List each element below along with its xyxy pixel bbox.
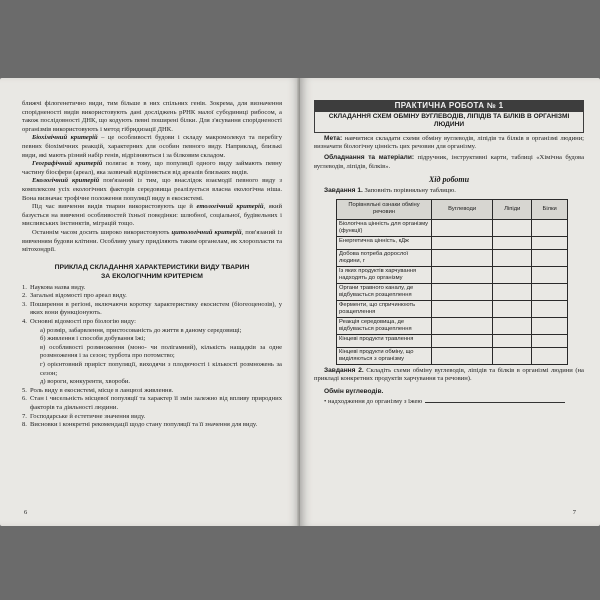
list-item-text: Стан і чисельність місцевої популяції та характер її змін залежно від впливу природних факторів та діяльності людини. <box>30 395 282 411</box>
equipment-label: Обладнання та матеріали: <box>324 154 415 161</box>
list-item <box>22 421 282 430</box>
criteria-list <box>22 284 282 430</box>
equipment-text: підручник, інструктивні карти, таблиці «Хімічна будова вуглеводів, ліпідів, білків». <box>314 154 584 170</box>
list-item-text: Наукова назва виду. <box>30 283 86 291</box>
equipment-paragraph <box>314 154 584 171</box>
example-title-line-2: ЗА ЕКОЛОГІЧНИМ КРИТЕРІЄМ <box>101 272 203 280</box>
biochem-text: – це особливості будови і складу макромолекул та перебігу певних біохімічних реакцій, характерних для особин певного виду. Наприклад, близькі види, які мають різний набір генів, відрізняються і за білковим складом. <box>22 134 282 159</box>
example-title-line-1: ПРИКЛАД СКЛАДАННЯ ХАРАКТЕРИСТИКИ ВИДУ ТВАРИН <box>54 263 250 271</box>
answer-line[interactable] <box>425 397 565 403</box>
practical-work-subtitle: СКЛАДАННЯ СХЕМ ОБМІНУ ВУГЛЕВОДІВ, ЛІПІДІВ ТА БІЛКІВ В ОРГАНІЗМІ ЛЮДИНИ <box>314 112 584 133</box>
geo-text: полягає в тому, що популяції одного виду займають певну частину біосфери (ареал), яка зазвичай відрізняється від ареалів близьких видів. <box>22 160 282 176</box>
table-row <box>337 300 568 317</box>
table-cell-empty[interactable] <box>493 219 532 236</box>
table-cell-empty[interactable] <box>532 283 568 300</box>
cyto-paragraph <box>22 229 282 255</box>
page-number-left: 6 <box>24 509 28 516</box>
list-item <box>22 301 282 318</box>
table-row-label: Добова потреба дорослої людини, г <box>337 249 432 266</box>
task1-text: Заповніть порівняльну таблицю. <box>362 187 456 195</box>
list-item-text: Поширення в регіоні, включаючи коротку характеристику екосистем (біогеоценозів), у яких вони функціонують. <box>30 300 282 317</box>
eco-paragraph <box>22 177 282 203</box>
table-row <box>337 334 568 347</box>
practical-work-banner: ПРАКТИЧНА РОБОТА № 1 <box>314 100 584 112</box>
task2-text: Складіть схеми обміну вуглеводів, ліпідів та білків в організмі людини (на прикладі конкретних продуктів харчування та речовин). <box>314 366 584 383</box>
list-item <box>22 413 282 422</box>
cyto-term: цитологічний критерій <box>171 228 242 236</box>
etho-text: , який базується на вивченні особливостей їхньої поведінки: шлюбної, соціальної, будівельних і мисливських інстинктів, міграцій тощо. <box>22 203 282 228</box>
table-cell-empty[interactable] <box>432 347 493 364</box>
table-header-cell: Білки <box>532 199 568 219</box>
page-number-right: 7 <box>572 509 576 516</box>
comparison-table <box>336 199 568 365</box>
list-item-number: 3. <box>22 300 27 308</box>
table-row-label: Органи травного каналу, де відбувається розщеплення <box>337 283 432 300</box>
table-cell-empty[interactable] <box>493 300 532 317</box>
task1-label: Завдання 1. <box>324 187 363 195</box>
sublist-item: а) розмір, забарвлення, пристосованість до життя в даному середовищі; <box>40 326 242 334</box>
list-item-number: 5. <box>22 386 27 394</box>
table-row-label: Біологічна цінність для організму (функції) <box>337 219 432 236</box>
cyto-text: , пов'язаний із вивченням будови клітини. Особливу увагу приділяють таким органелам, як хлоропласти та мітохондрії. <box>22 228 282 254</box>
table-cell-empty[interactable] <box>532 236 568 249</box>
table-row <box>337 317 568 334</box>
etho-paragraph <box>22 203 282 229</box>
list-item-text: Загальні відомості про ареал виду. <box>30 292 127 300</box>
table-row <box>337 347 568 364</box>
list-item-number: 1. <box>22 283 27 291</box>
sublist-item: д) вороги, конкуренти, хвороби. <box>40 378 131 386</box>
geo-paragraph <box>22 160 282 177</box>
list-item <box>22 292 282 301</box>
example-title <box>22 263 282 281</box>
table-row <box>337 219 568 236</box>
list-item-text: Роль виду в екосистемі, місце в ланцюзі живлення. <box>30 386 174 394</box>
table-cell-empty[interactable] <box>532 300 568 317</box>
table-row-label: Енергетична цінність, кДж <box>337 236 432 249</box>
list-item <box>22 387 282 396</box>
biochem-term: Біохімічний критерій <box>32 134 98 142</box>
table-row <box>337 249 568 266</box>
left-page <box>0 78 300 526</box>
table-cell-empty[interactable] <box>532 266 568 283</box>
table-row <box>337 266 568 283</box>
list-item-text: Висновки і конкретні рекомендації щодо стану популяції та її значення для виду. <box>30 421 258 429</box>
table-header-cell: Порівняльні ознаки обміну речовин <box>337 199 432 219</box>
procedure-heading: Хід роботи <box>428 175 470 185</box>
sublist-item: в) особливості розмноження (моно- чи полігамний), кількість нащадків за одне розмноження і за сезон; турбота про потомство; <box>40 343 282 360</box>
geo-term: Географічний критерій <box>32 160 103 168</box>
list-item <box>22 284 282 293</box>
right-page-body <box>314 100 584 406</box>
table-cell-empty[interactable] <box>493 249 532 266</box>
right-page <box>300 78 600 526</box>
carbohydrate-exchange-heading: Обмін вуглеводів. <box>324 387 384 395</box>
eco-text: пов'язаний із тим, що внаслідок взаємодії певного виду з комплексом усіх екологічних факторів середовища реалізується власна екологічна ніша. Вона визначає трофічне положення популяції виду в екосистемі. <box>22 177 283 202</box>
left-page-body <box>22 100 282 430</box>
table-row-label: Кінцеві продукти травлення <box>337 334 432 347</box>
table-cell-empty[interactable] <box>532 219 568 236</box>
goal-label: Мета: <box>324 134 343 142</box>
table-row <box>337 283 568 300</box>
etho-term: етологічний критерій <box>196 203 264 211</box>
list-item-number: 6. <box>22 395 27 403</box>
table-header-row <box>337 199 568 219</box>
table-cell-empty[interactable] <box>493 283 532 300</box>
table-header-cell: Ліпіди <box>493 199 532 219</box>
table-cell-empty[interactable] <box>493 334 532 347</box>
table-row <box>337 236 568 249</box>
list-item-number: 2. <box>22 292 27 300</box>
cyto-pre: Останнім часом досить широко використовують <box>32 228 172 236</box>
table-row-label: Ферменти, що спричинюють розщеплення <box>337 300 432 317</box>
table-header-cell: Вуглеводи <box>432 199 493 219</box>
list-item-text: Господарське й естетичне значення виду. <box>30 412 146 420</box>
table-cell-empty[interactable] <box>432 300 493 317</box>
list-item-number: 8. <box>22 421 27 429</box>
sublist-item: б) живлення і способи добування їжі; <box>40 335 146 343</box>
goal-paragraph <box>314 135 584 152</box>
list-item <box>22 395 282 412</box>
table-cell-empty[interactable] <box>432 236 493 249</box>
table-cell-empty[interactable] <box>493 317 532 334</box>
table-cell-empty[interactable] <box>432 266 493 283</box>
task2-paragraph <box>314 367 584 384</box>
sublist-item: г) орієнтовний приріст популяції, виходячи з плодючості і кількості розмножень за сезон; <box>40 361 282 377</box>
bullet-item <box>314 397 584 407</box>
intro-paragraph: ближчі філогенетично види, тим більше в них спільних генів. Зокрема, для визначення спорідненості видів використовують дані досліджень рРНК малої субодиниці рибосом, а також послідовності ДНК, що кодують певні поширені білки. Для з'ясування спорідненості організмів використовують і метод гібридизації ДНК. <box>22 100 282 133</box>
table-cell-empty[interactable] <box>432 219 493 236</box>
table-cell-empty[interactable] <box>432 317 493 334</box>
table-cell-empty[interactable] <box>532 249 568 266</box>
task2-label: Завдання 2. <box>324 366 364 374</box>
table-row-label: Реакція середовища, де відбувається розщеплення <box>337 317 432 334</box>
table-cell-empty[interactable] <box>532 317 568 334</box>
table-row-label: Кінцеві продукти обміну, що виділяються з організму <box>337 347 432 364</box>
table-row-label: Із яких продуктів харчування надходять до організму <box>337 266 432 283</box>
table-cell-empty[interactable] <box>432 249 493 266</box>
table-cell-empty[interactable] <box>432 334 493 347</box>
table-cell-empty[interactable] <box>532 347 568 364</box>
task1-paragraph <box>314 187 584 196</box>
eco-term: Екологічний критерій <box>32 177 100 185</box>
table-cell-empty[interactable] <box>532 334 568 347</box>
goal-text: навчитися складати схеми обміну вуглеводів, ліпідів та білків в організмі людини; визначати біологічну цінність цих речовин для організму. <box>314 134 584 151</box>
biochem-paragraph <box>22 134 282 160</box>
table-cell-empty[interactable] <box>493 236 532 249</box>
bullet-text: • надходження до організму з їжею <box>324 397 423 405</box>
etho-pre: Під час вивчення видів тварин використовують ще й <box>32 203 197 211</box>
table-cell-empty[interactable] <box>432 283 493 300</box>
list-item-text: Основні відомості про біологію виду: <box>30 318 136 326</box>
table-cell-empty[interactable] <box>493 266 532 283</box>
list-item <box>22 318 282 327</box>
table-cell-empty[interactable] <box>493 347 532 364</box>
list-item-number: 7. <box>22 412 27 420</box>
list-item-number: 4. <box>22 318 27 326</box>
